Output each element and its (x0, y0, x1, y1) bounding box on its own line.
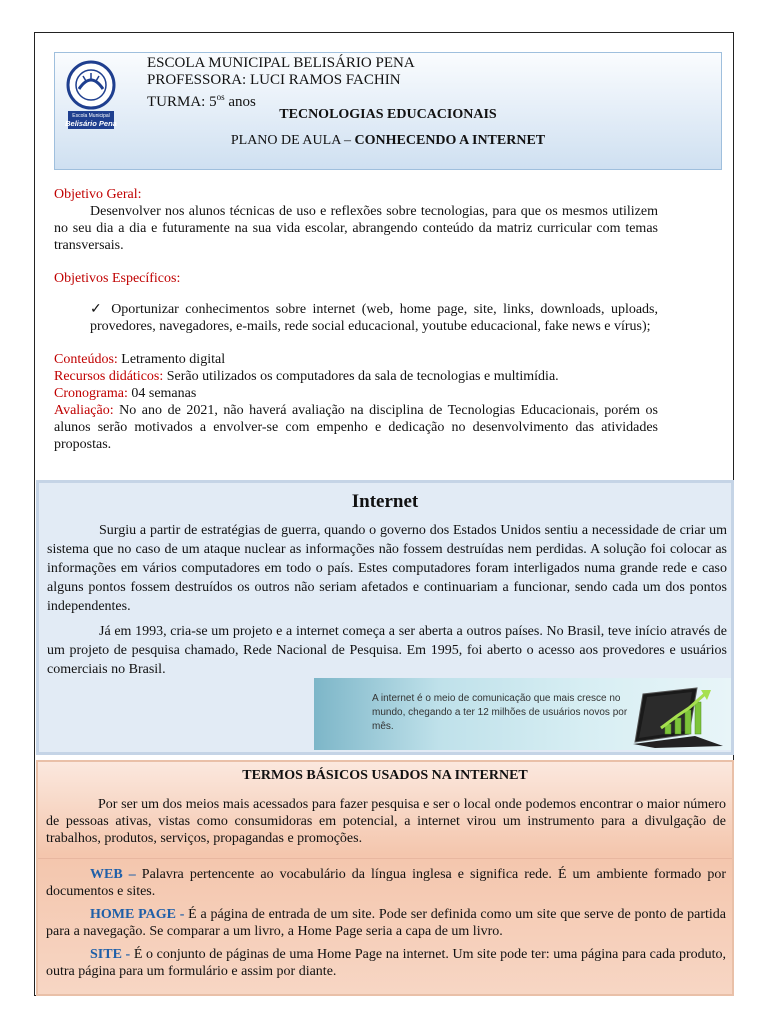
terms-section (36, 760, 734, 996)
schedule-label: Cronograma: (54, 386, 128, 401)
school-name: ESCOLA MUNICIPAL BELISÁRIO PENA (147, 55, 415, 71)
internet-banner (314, 678, 731, 750)
schedule-value: 04 semanas (131, 386, 197, 401)
subject-title: TECNOLOGIAS EDUCACIONAIS (279, 107, 497, 122)
school-info (147, 55, 415, 111)
contents-value: Letramento digital (121, 352, 226, 367)
term-home-page-label: HOME PAGE - (90, 907, 185, 922)
term-web-text: Palavra pertencente ao vocabulário da língua inglesa e significa rede. É um ambiente formado por documentos e sites. (46, 867, 726, 899)
internet-section (36, 480, 734, 755)
internet-paragraph-2: Já em 1993, cria-se um projeto e a internet começa a ser aberta a outros países. No Brasil, teve início através de um projeto de pesquisa chamado, Rede Nacional de Pesquisa. Em 1995, foi aberto o acesso aos provedores e usuários comerciais no Brasil. (47, 624, 727, 677)
class-prefix: TURMA: 5 (147, 94, 217, 110)
terms-list (46, 866, 726, 986)
schedule-line (54, 385, 658, 402)
term-web-label: WEB – (90, 867, 136, 882)
laptop-growth-icon (625, 680, 725, 748)
terms-intro (46, 796, 726, 847)
teacher-name: PROFESSORA: LUCI RAMOS FACHIN (147, 72, 401, 88)
term-home-page (46, 906, 726, 940)
banner-text: A internet é o meio de comunicação que mais cresce no mundo, chegando a ter 12 milhões de usuários novos por mês. (372, 693, 628, 732)
internet-paragraph-1: Surgiu a partir de estratégias de guerra, quando o governo dos Estados Unidos sentiu a necessidade de criar um sistema que no caso de um ataque nuclear as informações não fossem destruídas nem perdidas. A solução foi colocar as informações em vários computadores em todo o país. Estes computadores foram interligados numa grande rede e caso alguns pontos fossem destruídos os outros não seriam afetados e continuariam a funcionar, sendo cada um dos pontos independentes. (47, 523, 727, 614)
term-home-page-text: É a página de entrada de um site. Pode ser definida como um site que serve de ponto de partida para a navegação. Se comparar a um livro, a Home Page seria a capa de um livro. (46, 907, 727, 939)
general-objective-label: Objetivo Geral: (54, 187, 142, 202)
plan-prefix: PLANO DE AULA – (230, 133, 355, 148)
internet-text (47, 521, 727, 679)
term-web (46, 866, 726, 900)
plan-line (55, 133, 721, 149)
terms-intro-text: Por ser um dos meios mais acessados para fazer pesquisa e ser o local onde podemos encontrar o maior número de pessoas ativas, vistas como consumidoras em potencial, a internet virou um instrumento para a divulgação de trabalhos, produtos, serviços, propagandas e promoções. (46, 797, 726, 846)
specific-objectives-label: Objetivos Específicos: (54, 271, 181, 286)
class-suffix: anos (224, 94, 256, 110)
evaluation-line (54, 402, 658, 453)
specific-objective-item (90, 301, 658, 335)
plan-title: CONHECENDO A INTERNET (354, 133, 546, 148)
specific-objective-text: Oportunizar conhecimentos sobre internet (web, home page, site, links, downloads, uploads, provedores, navegadores, e-mails, rede social educacional, youtube educacional, fake news e vírus); (90, 302, 658, 334)
general-objective-text: Desenvolver nos alunos técnicas de uso e reflexões sobre tecnologias, para que os mesmos utilizem no seu dia a dia e futuramente na sua vida escolar, abrangendo conteúdo da matriz curricular com temas transversais. (54, 204, 658, 253)
term-site (46, 946, 726, 980)
terms-divider (38, 858, 732, 859)
header-box (54, 52, 722, 170)
term-site-text: É o conjunto de páginas de uma Home Page na internet. Um site pode ter: uma página para cada produto, outra página para um formulário e assim por diante. (46, 947, 726, 979)
class-sup: os (216, 92, 225, 102)
evaluation-label: Avaliação: (54, 403, 114, 418)
resources-line (54, 368, 658, 385)
logo-text-bottom: Belisário Pena (65, 119, 117, 128)
resources-label: Recursos didáticos: (54, 369, 164, 384)
term-site-label: SITE - (90, 947, 131, 962)
internet-title: Internet (351, 491, 419, 512)
terms-title: TERMOS BÁSICOS USADOS NA INTERNET (242, 768, 528, 783)
resources-value: Serão utilizados os computadores da sala de tecnologias e multimídia. (166, 369, 559, 384)
logo-text-top: Escola Municipal (72, 113, 110, 119)
contents-line (54, 351, 658, 368)
check-icon: ✓ (90, 302, 105, 317)
objectives-section (54, 186, 658, 453)
evaluation-value: No ano de 2021, não haverá avaliação na disciplina de Tecnologias Educacionais, porém os alunos serão motivados a envolver-se com empenho e dedicação no desenvolvimento das atividades propostas. (54, 403, 658, 452)
contents-label: Conteúdos: (54, 352, 118, 367)
